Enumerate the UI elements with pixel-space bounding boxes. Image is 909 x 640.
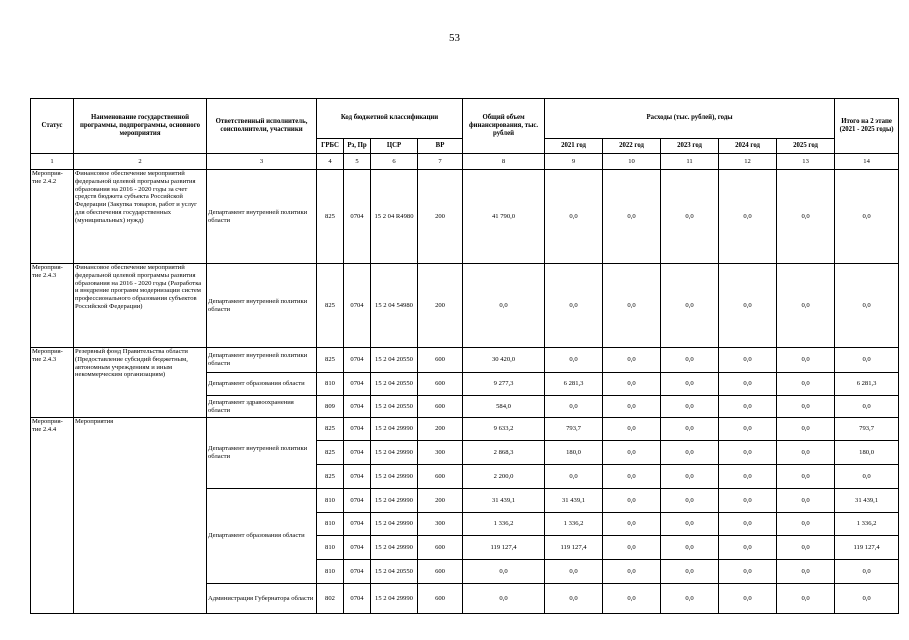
grbs-cell: 825 bbox=[317, 264, 344, 348]
col-number: 14 bbox=[835, 154, 899, 170]
y2022-cell: 0,0 bbox=[603, 489, 661, 513]
rzpr-cell: 0704 bbox=[344, 348, 371, 373]
y2025-cell: 0,0 bbox=[777, 170, 835, 264]
header-2022: 2022 год bbox=[603, 139, 661, 154]
header-program: Наименование государственной программы, подпрограммы, основного мероприятия bbox=[74, 99, 207, 154]
stage-total-cell: 0,0 bbox=[835, 465, 899, 489]
stage-total-cell: 0,0 bbox=[835, 348, 899, 373]
col-number: 1 bbox=[31, 154, 74, 170]
y2025-cell: 0,0 bbox=[777, 418, 835, 441]
y2023-cell: 0,0 bbox=[661, 560, 719, 584]
vr-cell: 200 bbox=[418, 489, 463, 513]
y2022-cell: 0,0 bbox=[603, 264, 661, 348]
y2025-cell: 0,0 bbox=[777, 584, 835, 614]
budget-table bbox=[30, 98, 899, 614]
y2021-cell: 0,0 bbox=[545, 348, 603, 373]
y2025-cell: 0,0 bbox=[777, 264, 835, 348]
rzpr-cell: 0704 bbox=[344, 418, 371, 441]
total-cell: 41 790,0 bbox=[463, 170, 545, 264]
grbs-cell: 810 bbox=[317, 513, 344, 536]
header-expenses: Расходы (тыс. рублей), годы bbox=[545, 99, 835, 139]
y2023-cell: 0,0 bbox=[661, 348, 719, 373]
header-2023: 2023 год bbox=[661, 139, 719, 154]
rzpr-cell: 0704 bbox=[344, 513, 371, 536]
y2025-cell: 0,0 bbox=[777, 489, 835, 513]
table-row bbox=[31, 418, 899, 441]
csr-cell: 15 2 04 54980 bbox=[371, 264, 418, 348]
y2022-cell: 0,0 bbox=[603, 536, 661, 560]
rzpr-cell: 0704 bbox=[344, 584, 371, 614]
total-cell: 0,0 bbox=[463, 560, 545, 584]
table-row bbox=[31, 348, 899, 373]
status-cell: Мероприя-тие 2.4.3 bbox=[31, 348, 74, 418]
y2022-cell: 0,0 bbox=[603, 560, 661, 584]
executor-cell: Департамент внутренней политики области bbox=[207, 170, 317, 264]
stage-total-cell: 0,0 bbox=[835, 396, 899, 418]
vr-cell: 600 bbox=[418, 396, 463, 418]
program-name-cell: Резервный фонд Правительства области (Предоставление субсидий бюджетным, автономным учреждениям и иным некоммерческим организациям) bbox=[74, 348, 207, 418]
rzpr-cell: 0704 bbox=[344, 465, 371, 489]
vr-cell: 300 bbox=[418, 441, 463, 465]
column-number-row bbox=[31, 154, 899, 170]
status-cell: Мероприя-тие 2.4.4 bbox=[31, 418, 74, 614]
table-row bbox=[31, 170, 899, 264]
header-2021: 2021 год bbox=[545, 139, 603, 154]
total-cell: 2 200,0 bbox=[463, 465, 545, 489]
grbs-cell: 810 bbox=[317, 560, 344, 584]
y2024-cell: 0,0 bbox=[719, 264, 777, 348]
executor-cell: Департамент образования области bbox=[207, 489, 317, 584]
col-number: 5 bbox=[344, 154, 371, 170]
stage-total-cell: 793,7 bbox=[835, 418, 899, 441]
header-grbs: ГРБС bbox=[317, 139, 344, 154]
y2023-cell: 0,0 bbox=[661, 489, 719, 513]
y2021-cell: 0,0 bbox=[545, 560, 603, 584]
y2023-cell: 0,0 bbox=[661, 536, 719, 560]
header-2025: 2025 год bbox=[777, 139, 835, 154]
y2022-cell: 0,0 bbox=[603, 584, 661, 614]
page-number: 53 bbox=[449, 32, 460, 44]
y2021-cell: 0,0 bbox=[545, 584, 603, 614]
col-number: 12 bbox=[719, 154, 777, 170]
header-2024: 2024 год bbox=[719, 139, 777, 154]
table-header bbox=[31, 99, 899, 170]
y2023-cell: 0,0 bbox=[661, 396, 719, 418]
y2022-cell: 0,0 bbox=[603, 348, 661, 373]
total-cell: 2 868,3 bbox=[463, 441, 545, 465]
col-number: 2 bbox=[74, 154, 207, 170]
col-number: 3 bbox=[207, 154, 317, 170]
vr-cell: 600 bbox=[418, 536, 463, 560]
grbs-cell: 810 bbox=[317, 489, 344, 513]
grbs-cell: 825 bbox=[317, 418, 344, 441]
total-cell: 0,0 bbox=[463, 584, 545, 614]
vr-cell: 600 bbox=[418, 348, 463, 373]
vr-cell: 600 bbox=[418, 560, 463, 584]
grbs-cell: 825 bbox=[317, 348, 344, 373]
vr-cell: 200 bbox=[418, 264, 463, 348]
y2025-cell: 0,0 bbox=[777, 348, 835, 373]
vr-cell: 600 bbox=[418, 373, 463, 396]
vr-cell: 600 bbox=[418, 465, 463, 489]
csr-cell: 15 2 04 29990 bbox=[371, 441, 418, 465]
total-cell: 119 127,4 bbox=[463, 536, 545, 560]
total-cell: 31 439,1 bbox=[463, 489, 545, 513]
rzpr-cell: 0704 bbox=[344, 264, 371, 348]
y2024-cell: 0,0 bbox=[719, 170, 777, 264]
executor-cell: Департамент образования области bbox=[207, 373, 317, 396]
header-total: Общий объем финансирования, тыс. рублей bbox=[463, 99, 545, 154]
grbs-cell: 810 bbox=[317, 536, 344, 560]
y2024-cell: 0,0 bbox=[719, 584, 777, 614]
y2024-cell: 0,0 bbox=[719, 513, 777, 536]
table-row bbox=[31, 264, 899, 348]
y2024-cell: 0,0 bbox=[719, 465, 777, 489]
total-cell: 1 336,2 bbox=[463, 513, 545, 536]
header-budget-code: Код бюджетной классификации bbox=[317, 99, 463, 139]
header-rzpr: Рз, Пр bbox=[344, 139, 371, 154]
rzpr-cell: 0704 bbox=[344, 536, 371, 560]
y2023-cell: 0,0 bbox=[661, 465, 719, 489]
col-number: 8 bbox=[463, 154, 545, 170]
total-cell: 9 277,3 bbox=[463, 373, 545, 396]
header-status: Статус bbox=[31, 99, 74, 154]
rzpr-cell: 0704 bbox=[344, 489, 371, 513]
y2024-cell: 0,0 bbox=[719, 441, 777, 465]
vr-cell: 600 bbox=[418, 584, 463, 614]
y2024-cell: 0,0 bbox=[719, 536, 777, 560]
csr-cell: 15 2 04 20550 bbox=[371, 373, 418, 396]
y2021-cell: 793,7 bbox=[545, 418, 603, 441]
y2023-cell: 0,0 bbox=[661, 170, 719, 264]
csr-cell: 15 2 04 29990 bbox=[371, 536, 418, 560]
y2021-cell: 0,0 bbox=[545, 396, 603, 418]
y2021-cell: 119 127,4 bbox=[545, 536, 603, 560]
csr-cell: 15 2 04 20550 bbox=[371, 396, 418, 418]
csr-cell: 15 2 04 29990 bbox=[371, 584, 418, 614]
y2024-cell: 0,0 bbox=[719, 489, 777, 513]
rzpr-cell: 0704 bbox=[344, 560, 371, 584]
col-number: 7 bbox=[418, 154, 463, 170]
csr-cell: 15 2 04 29990 bbox=[371, 489, 418, 513]
y2025-cell: 0,0 bbox=[777, 373, 835, 396]
header-vr: ВР bbox=[418, 139, 463, 154]
header-csr: ЦСР bbox=[371, 139, 418, 154]
vr-cell: 300 bbox=[418, 513, 463, 536]
col-number: 4 bbox=[317, 154, 344, 170]
y2022-cell: 0,0 bbox=[603, 513, 661, 536]
stage-total-cell: 0,0 bbox=[835, 584, 899, 614]
csr-cell: 15 2 04 29990 bbox=[371, 513, 418, 536]
executor-cell: Департамент внутренней политики области bbox=[207, 418, 317, 489]
stage-total-cell: 180,0 bbox=[835, 441, 899, 465]
y2021-cell: 31 439,1 bbox=[545, 489, 603, 513]
col-number: 13 bbox=[777, 154, 835, 170]
rzpr-cell: 0704 bbox=[344, 373, 371, 396]
y2023-cell: 0,0 bbox=[661, 373, 719, 396]
y2023-cell: 0,0 bbox=[661, 418, 719, 441]
y2023-cell: 0,0 bbox=[661, 584, 719, 614]
program-name-cell: Финансовое обеспечение мероприятий федеральной целевой программы развития образования на 2016 - 2020 годы за счет средств бюджета субъекта Российской Федерации (Закупка товаров, работ и услуг для обеспечения государственных (муниципальных) нужд) bbox=[74, 170, 207, 264]
y2023-cell: 0,0 bbox=[661, 441, 719, 465]
y2023-cell: 0,0 bbox=[661, 264, 719, 348]
header-executor: Ответственный исполнитель, соисполнители, участники bbox=[207, 99, 317, 154]
total-cell: 584,0 bbox=[463, 396, 545, 418]
col-number: 10 bbox=[603, 154, 661, 170]
csr-cell: 15 2 04 29990 bbox=[371, 465, 418, 489]
grbs-cell: 809 bbox=[317, 396, 344, 418]
y2024-cell: 0,0 bbox=[719, 396, 777, 418]
y2025-cell: 0,0 bbox=[777, 560, 835, 584]
col-number: 11 bbox=[661, 154, 719, 170]
stage-total-cell: 0,0 bbox=[835, 560, 899, 584]
program-name-cell: Мероприятия bbox=[74, 418, 207, 614]
csr-cell: 15 2 04 R4980 bbox=[371, 170, 418, 264]
y2022-cell: 0,0 bbox=[603, 441, 661, 465]
stage-total-cell: 6 281,3 bbox=[835, 373, 899, 396]
grbs-cell: 810 bbox=[317, 373, 344, 396]
y2024-cell: 0,0 bbox=[719, 373, 777, 396]
stage-total-cell: 31 439,1 bbox=[835, 489, 899, 513]
y2021-cell: 0,0 bbox=[545, 264, 603, 348]
header-stage2: Итого на 2 этапе (2021 - 2025 годы) bbox=[835, 99, 899, 154]
col-number: 6 bbox=[371, 154, 418, 170]
y2024-cell: 0,0 bbox=[719, 348, 777, 373]
col-number: 9 bbox=[545, 154, 603, 170]
y2025-cell: 0,0 bbox=[777, 465, 835, 489]
total-cell: 9 633,2 bbox=[463, 418, 545, 441]
program-name-cell: Финансовое обеспечение мероприятий федеральной целевой программы развития образования на 2016 - 2020 годы (Разработка и внедрение программ модернизации систем профессионального образования субъектов Российской Федерации) bbox=[74, 264, 207, 348]
stage-total-cell: 1 336,2 bbox=[835, 513, 899, 536]
total-cell: 30 420,0 bbox=[463, 348, 545, 373]
y2021-cell: 0,0 bbox=[545, 170, 603, 264]
vr-cell: 200 bbox=[418, 170, 463, 264]
y2021-cell: 6 281,3 bbox=[545, 373, 603, 396]
executor-cell: Департамент внутренней политики области bbox=[207, 264, 317, 348]
rzpr-cell: 0704 bbox=[344, 396, 371, 418]
y2023-cell: 0,0 bbox=[661, 513, 719, 536]
executor-cell: Департамент здравоохранения области bbox=[207, 396, 317, 418]
y2022-cell: 0,0 bbox=[603, 465, 661, 489]
status-cell: Мероприя-тие 2.4.2 bbox=[31, 170, 74, 264]
table-body bbox=[31, 170, 899, 614]
csr-cell: 15 2 04 29990 bbox=[371, 418, 418, 441]
grbs-cell: 825 bbox=[317, 170, 344, 264]
y2025-cell: 0,0 bbox=[777, 536, 835, 560]
y2025-cell: 0,0 bbox=[777, 396, 835, 418]
y2024-cell: 0,0 bbox=[719, 560, 777, 584]
y2021-cell: 180,0 bbox=[545, 441, 603, 465]
y2022-cell: 0,0 bbox=[603, 396, 661, 418]
stage-total-cell: 0,0 bbox=[835, 170, 899, 264]
grbs-cell: 802 bbox=[317, 584, 344, 614]
grbs-cell: 825 bbox=[317, 441, 344, 465]
executor-cell: Департамент внутренней политики области bbox=[207, 348, 317, 373]
stage-total-cell: 0,0 bbox=[835, 264, 899, 348]
y2022-cell: 0,0 bbox=[603, 418, 661, 441]
status-cell: Мероприя-тие 2.4.3 bbox=[31, 264, 74, 348]
grbs-cell: 825 bbox=[317, 465, 344, 489]
y2021-cell: 0,0 bbox=[545, 465, 603, 489]
vr-cell: 200 bbox=[418, 418, 463, 441]
y2025-cell: 0,0 bbox=[777, 441, 835, 465]
rzpr-cell: 0704 bbox=[344, 441, 371, 465]
stage-total-cell: 119 127,4 bbox=[835, 536, 899, 560]
y2022-cell: 0,0 bbox=[603, 373, 661, 396]
y2025-cell: 0,0 bbox=[777, 513, 835, 536]
y2021-cell: 1 336,2 bbox=[545, 513, 603, 536]
executor-cell: Администрация Губернатора области bbox=[207, 584, 317, 614]
total-cell: 0,0 bbox=[463, 264, 545, 348]
csr-cell: 15 2 04 20550 bbox=[371, 348, 418, 373]
csr-cell: 15 2 04 20550 bbox=[371, 560, 418, 584]
y2022-cell: 0,0 bbox=[603, 170, 661, 264]
rzpr-cell: 0704 bbox=[344, 170, 371, 264]
y2024-cell: 0,0 bbox=[719, 418, 777, 441]
